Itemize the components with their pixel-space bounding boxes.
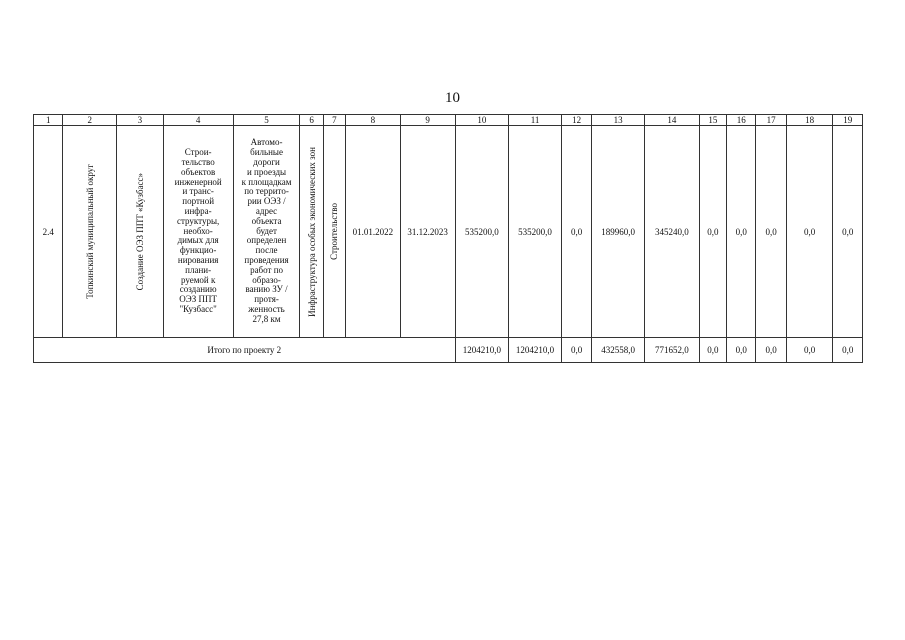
municipality-cell xyxy=(63,126,117,338)
text-line: и проезды xyxy=(246,166,287,177)
object-text xyxy=(164,148,233,315)
amount-cell: 0,0 xyxy=(756,126,786,338)
amount-cell: 0,0 xyxy=(786,126,833,338)
municipality-text: Топкинский муниципальный округ xyxy=(84,164,95,299)
text-line: женность xyxy=(248,303,285,314)
column-number: 1 xyxy=(34,115,63,126)
text-line: димых для xyxy=(177,235,219,246)
text-line: портной xyxy=(182,196,215,207)
project-text: Создание ОЭЗ ППТ «Кузбасс» xyxy=(134,172,145,291)
amount-cell: 0,0 xyxy=(699,126,726,338)
work-type-cell xyxy=(323,126,345,338)
text-line: определен xyxy=(246,235,287,246)
description-text xyxy=(234,138,300,324)
end-date-cell: 31.12.2023 xyxy=(400,126,455,338)
text-line: бильные xyxy=(250,147,283,158)
object-cell xyxy=(163,126,233,338)
text-line: и транс- xyxy=(182,186,214,197)
table-row xyxy=(34,126,863,338)
text-line: структуры, xyxy=(177,215,220,226)
text-line: тельство xyxy=(181,157,215,168)
column-number: 16 xyxy=(727,115,756,126)
text-line: будет xyxy=(256,225,277,236)
text-line: ванию ЗУ / xyxy=(245,284,288,295)
text-line: адрес xyxy=(255,206,278,216)
column-number: 10 xyxy=(455,115,509,126)
text-line: ОЭЗ ППТ xyxy=(179,294,218,305)
project-cell xyxy=(117,126,164,338)
total-amount-cell: 0,0 xyxy=(727,338,756,363)
text-line: протя- xyxy=(254,294,279,305)
text-line: 27,8 км xyxy=(252,313,281,324)
total-amount-cell: 0,0 xyxy=(786,338,833,363)
text-line: нирования xyxy=(177,254,219,265)
column-number: 9 xyxy=(400,115,455,126)
column-number: 8 xyxy=(346,115,401,126)
category-cell xyxy=(300,126,323,338)
text-line: "Кузбасс" xyxy=(179,303,217,314)
row-number: 2.4 xyxy=(34,126,63,338)
amount-cell: 0,0 xyxy=(727,126,756,338)
column-number: 13 xyxy=(592,115,645,126)
column-number: 5 xyxy=(233,115,300,126)
total-amount-cell: 1204210,0 xyxy=(509,338,562,363)
amount-cell: 0,0 xyxy=(561,126,591,338)
text-line: проведения xyxy=(244,254,289,265)
column-number: 19 xyxy=(833,115,863,126)
text-line: к площадкам xyxy=(241,176,292,187)
text-line: работ по xyxy=(250,264,284,275)
text-line: объекта xyxy=(251,215,282,226)
total-amount-cell: 432558,0 xyxy=(592,338,645,363)
description-cell xyxy=(233,126,300,338)
text-line: Автомо- xyxy=(250,137,283,148)
text-line: инфра- xyxy=(184,206,212,216)
total-amount-cell: 0,0 xyxy=(699,338,726,363)
text-line: созданию xyxy=(179,284,217,295)
total-row xyxy=(34,338,863,363)
column-number: 6 xyxy=(300,115,323,126)
column-number: 15 xyxy=(699,115,726,126)
total-amount-cell: 1204210,0 xyxy=(455,338,509,363)
amount-cell: 189960,0 xyxy=(592,126,645,338)
amount-cell: 535200,0 xyxy=(509,126,562,338)
column-number: 3 xyxy=(117,115,164,126)
total-amount-cell: 0,0 xyxy=(756,338,786,363)
budget-table xyxy=(33,114,863,363)
text-line: после xyxy=(255,245,278,256)
category-text: Инфраструктура особых экономических зон xyxy=(306,146,317,317)
text-line: рии ОЭЗ / xyxy=(247,196,286,207)
text-line: инженерной xyxy=(174,176,222,187)
text-line: Строи- xyxy=(184,147,212,158)
column-number: 14 xyxy=(644,115,699,126)
amount-cell: 0,0 xyxy=(833,126,863,338)
page-number: 10 xyxy=(445,90,460,106)
column-number: 17 xyxy=(756,115,786,126)
text-line: руемой к xyxy=(180,274,216,285)
column-number: 18 xyxy=(786,115,833,126)
column-number: 11 xyxy=(509,115,562,126)
text-line: образо- xyxy=(252,274,281,285)
text-line: необхо- xyxy=(183,225,213,236)
start-date-cell: 01.01.2022 xyxy=(346,126,401,338)
text-line: дороги xyxy=(253,157,280,168)
text-line: функцио- xyxy=(179,245,217,256)
text-line: плани- xyxy=(185,264,212,275)
amount-cell: 345240,0 xyxy=(644,126,699,338)
column-number-row xyxy=(34,115,863,126)
total-amount-cell: 0,0 xyxy=(833,338,863,363)
amount-cell: 535200,0 xyxy=(455,126,509,338)
total-label: Итого по проекту 2 xyxy=(34,338,456,363)
column-number: 12 xyxy=(561,115,591,126)
column-number: 7 xyxy=(323,115,345,126)
total-amount-cell: 771652,0 xyxy=(644,338,699,363)
work-type-text: Строительство xyxy=(329,203,340,260)
column-number: 4 xyxy=(163,115,233,126)
column-number: 2 xyxy=(63,115,117,126)
text-line: по террито- xyxy=(244,186,289,197)
total-amount-cell: 0,0 xyxy=(561,338,591,363)
text-line: объектов xyxy=(180,166,216,177)
